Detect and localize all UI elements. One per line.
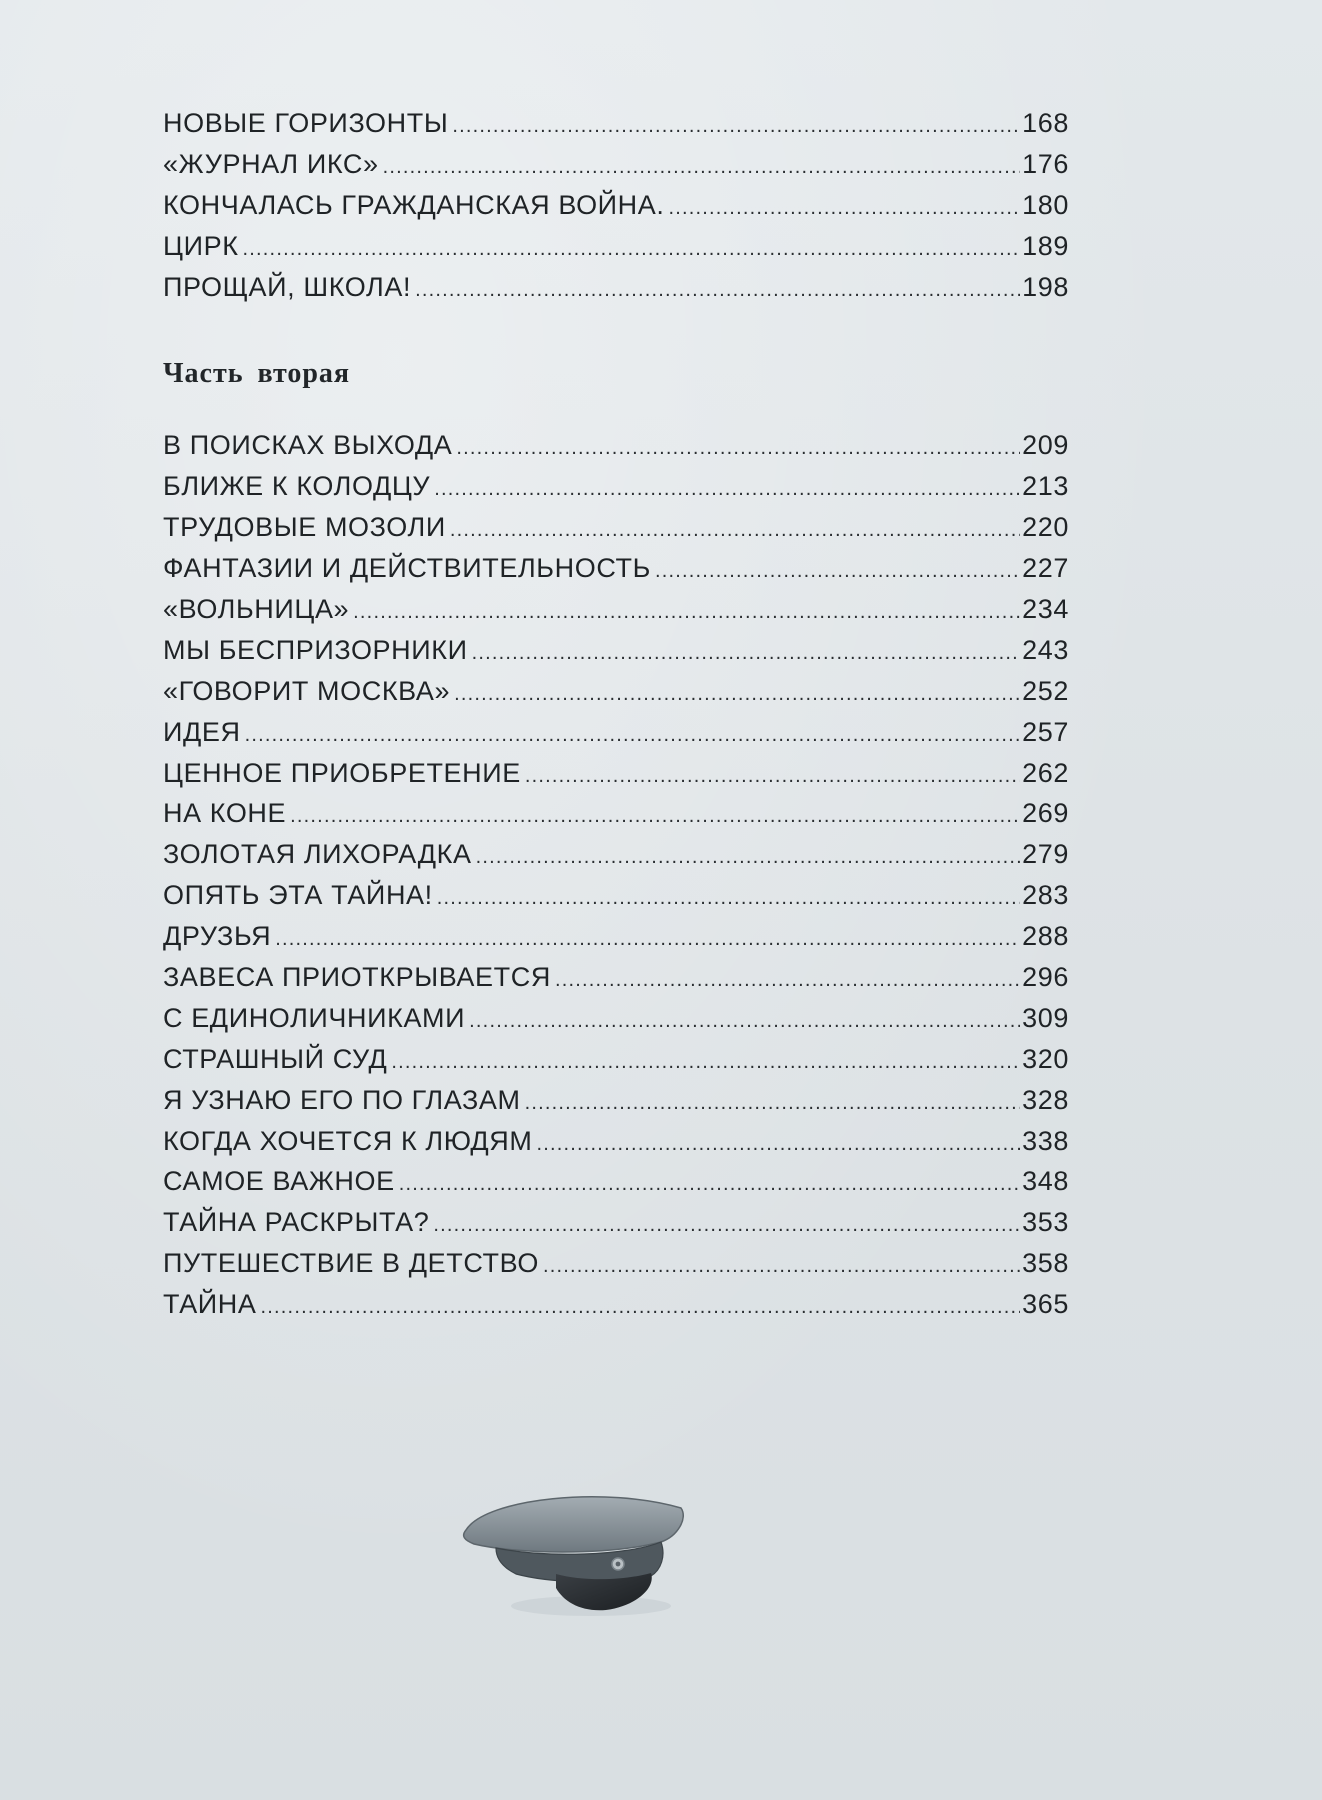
toc-entry-title: ЗАВЕСА ПРИОТКРЫВАЕТСЯ <box>163 962 551 993</box>
toc-entry[interactable] <box>163 839 1069 880</box>
toc-leader-dots <box>555 969 1020 992</box>
cap-crown <box>464 1497 684 1552</box>
toc-leader-dots <box>472 642 1021 665</box>
toc-leader-dots <box>399 1173 1020 1196</box>
toc-entry[interactable] <box>163 594 1069 635</box>
toc-entry[interactable] <box>163 149 1069 190</box>
toc-entry[interactable] <box>163 190 1069 231</box>
toc-leader-dots <box>391 1051 1020 1074</box>
toc-entry[interactable] <box>163 1207 1069 1248</box>
toc-entry-title: ЦИРК <box>163 230 239 261</box>
toc-entry-title: СТРАШНЫЙ СУД <box>163 1043 388 1074</box>
toc-entry[interactable] <box>163 512 1069 553</box>
toc-part-one-list <box>163 108 1069 312</box>
toc-entry-title: НОВЫЕ ГОРИЗОНТЫ <box>163 108 449 138</box>
toc-leader-dots <box>655 560 1020 583</box>
toc-entry-page: 365 <box>1022 1289 1069 1320</box>
toc-entry-page: 243 <box>1022 634 1069 665</box>
toc-entry-title: ФАНТАЗИИ И ДЕЙСТВИТЕЛЬНОСТЬ <box>163 553 651 584</box>
toc-entry-page: 189 <box>1022 230 1069 261</box>
part-two-heading: Часть вторая <box>163 358 351 390</box>
toc-entry[interactable] <box>163 1126 1069 1167</box>
toc-entry[interactable] <box>163 758 1069 799</box>
toc-entry-title: БЛИЖЕ К КОЛОДЦУ <box>163 471 431 502</box>
toc-entry-title: КОНЧАЛАСЬ ГРАЖДАНСКАЯ ВОЙНА. <box>163 189 665 220</box>
toc-entry-page: 328 <box>1022 1084 1069 1115</box>
toc-entry-page: 353 <box>1022 1207 1069 1238</box>
toc-entry-title: ДРУЗЬЯ <box>163 921 272 952</box>
toc-entry-title: ОПЯТЬ ЭТА ТАЙНА! <box>163 880 433 911</box>
toc-entry-page: 348 <box>1022 1166 1069 1197</box>
toc-entry[interactable] <box>163 1085 1069 1126</box>
toc-entry-page: 168 <box>1022 108 1069 138</box>
toc-entry-page: 262 <box>1022 757 1069 788</box>
toc-leader-dots <box>434 478 1020 501</box>
toc-leader-dots <box>437 887 1020 910</box>
toc-leader-dots <box>261 1296 1021 1319</box>
toc-entry-page: 283 <box>1022 880 1069 911</box>
toc-entry-title: Я УЗНАЮ ЕГО ПО ГЛАЗАМ <box>163 1084 521 1115</box>
toc-entry[interactable] <box>163 108 1069 149</box>
toc-leader-dots <box>536 1133 1020 1156</box>
toc-entry[interactable] <box>163 231 1069 272</box>
toc-entry[interactable] <box>163 471 1069 512</box>
toc-leader-dots <box>669 197 1021 220</box>
toc-entry[interactable] <box>163 1248 1069 1289</box>
toc-leader-dots <box>383 156 1021 179</box>
toc-entry[interactable] <box>163 921 1069 962</box>
toc-leader-dots <box>243 238 1021 261</box>
toc-entry-title: ЦЕННОЕ ПРИОБРЕТЕНИЕ <box>163 757 521 788</box>
toc-entry-title: С ЕДИНОЛИЧНИКАМИ <box>163 1002 466 1033</box>
toc-entry-title: МЫ БЕСПРИЗОРНИКИ <box>163 634 468 665</box>
toc-leader-dots <box>245 724 1021 747</box>
toc-entry[interactable] <box>163 1166 1069 1207</box>
toc-leader-dots <box>476 846 1021 869</box>
toc-entry-page: 309 <box>1022 1002 1069 1033</box>
toc-leader-dots <box>275 928 1020 951</box>
toc-entry[interactable] <box>163 798 1069 839</box>
toc-leader-dots <box>290 805 1020 828</box>
toc-entry-title: ИДЕЯ <box>163 716 241 747</box>
toc-leader-dots <box>452 115 1020 138</box>
toc-entry-title: «ГОВОРИТ МОСКВА» <box>163 675 451 706</box>
toc-leader-dots <box>525 765 1020 788</box>
toc-entry[interactable] <box>163 717 1069 758</box>
toc-entry[interactable] <box>163 272 1069 313</box>
toc-entry-title: ЗОЛОТАЯ ЛИХОРАДКА <box>163 839 472 870</box>
toc-leader-dots <box>454 683 1020 706</box>
toc-entry-title: НА КОНЕ <box>163 798 287 829</box>
toc-entry-page: 227 <box>1022 553 1069 584</box>
toc-entry[interactable] <box>163 430 1069 471</box>
toc-entry-page: 252 <box>1022 675 1069 706</box>
toc-entry-title: САМОЕ ВАЖНОЕ <box>163 1166 395 1197</box>
toc-entry-title: ТАЙНА РАСКРЫТА? <box>163 1207 430 1238</box>
toc-entry-title: ПРОЩАЙ, ШКОЛА! <box>163 271 412 302</box>
toc-entry[interactable] <box>163 1003 1069 1044</box>
toc-entry-page: 213 <box>1022 471 1069 502</box>
toc-entry-page: 220 <box>1022 512 1069 543</box>
toc-leader-dots <box>433 1214 1020 1237</box>
toc-entry[interactable] <box>163 1044 1069 1085</box>
toc-entry-page: 176 <box>1022 148 1069 179</box>
toc-leader-dots <box>456 437 1020 460</box>
toc-entry-page: 338 <box>1022 1125 1069 1156</box>
toc-entry-page: 269 <box>1022 798 1069 829</box>
toc-entry-page: 234 <box>1022 594 1069 625</box>
toc-entry-page: 180 <box>1022 189 1069 220</box>
toc-leader-dots <box>543 1255 1020 1278</box>
cap-badge-center <box>616 1562 621 1567</box>
toc-entry[interactable] <box>163 1289 1069 1330</box>
toc-entry-page: 257 <box>1022 716 1069 747</box>
toc-entry-page: 288 <box>1022 921 1069 952</box>
toc-entry-page: 198 <box>1022 271 1069 302</box>
toc-entry-title: «ЖУРНАЛ ИКС» <box>163 148 379 179</box>
toc-entry-page: 209 <box>1022 430 1069 461</box>
toc-entry-page: 296 <box>1022 962 1069 993</box>
peaked-cap-icon <box>456 1478 696 1628</box>
toc-entry-title: КОГДА ХОЧЕТСЯ К ЛЮДЯМ <box>163 1125 533 1156</box>
toc-entry-page: 358 <box>1022 1248 1069 1279</box>
toc-leader-dots <box>415 279 1020 302</box>
toc-entry-page: 279 <box>1022 839 1069 870</box>
toc-entry[interactable] <box>163 676 1069 717</box>
toc-entry-page: 320 <box>1022 1043 1069 1074</box>
toc-entry[interactable] <box>163 553 1069 594</box>
toc-leader-dots <box>469 1010 1020 1033</box>
toc-entry[interactable] <box>163 635 1069 676</box>
toc-entry-title: ПУТЕШЕСТВИЕ В ДЕТСТВО <box>163 1248 539 1279</box>
toc-entry[interactable] <box>163 962 1069 1003</box>
toc-leader-dots <box>353 601 1020 624</box>
toc-leader-dots <box>525 1092 1021 1115</box>
table-of-contents <box>163 108 1069 1330</box>
toc-part-two-list <box>163 430 1069 1330</box>
toc-leader-dots <box>450 519 1020 542</box>
toc-entry-title: «ВОЛЬНИЦА» <box>163 594 350 625</box>
toc-entry[interactable] <box>163 880 1069 921</box>
toc-entry-title: В ПОИСКАХ ВЫХОДА <box>163 430 453 461</box>
toc-entry-title: ТАЙНА <box>163 1289 257 1320</box>
toc-entry-title: ТРУДОВЫЕ МОЗОЛИ <box>163 512 446 543</box>
